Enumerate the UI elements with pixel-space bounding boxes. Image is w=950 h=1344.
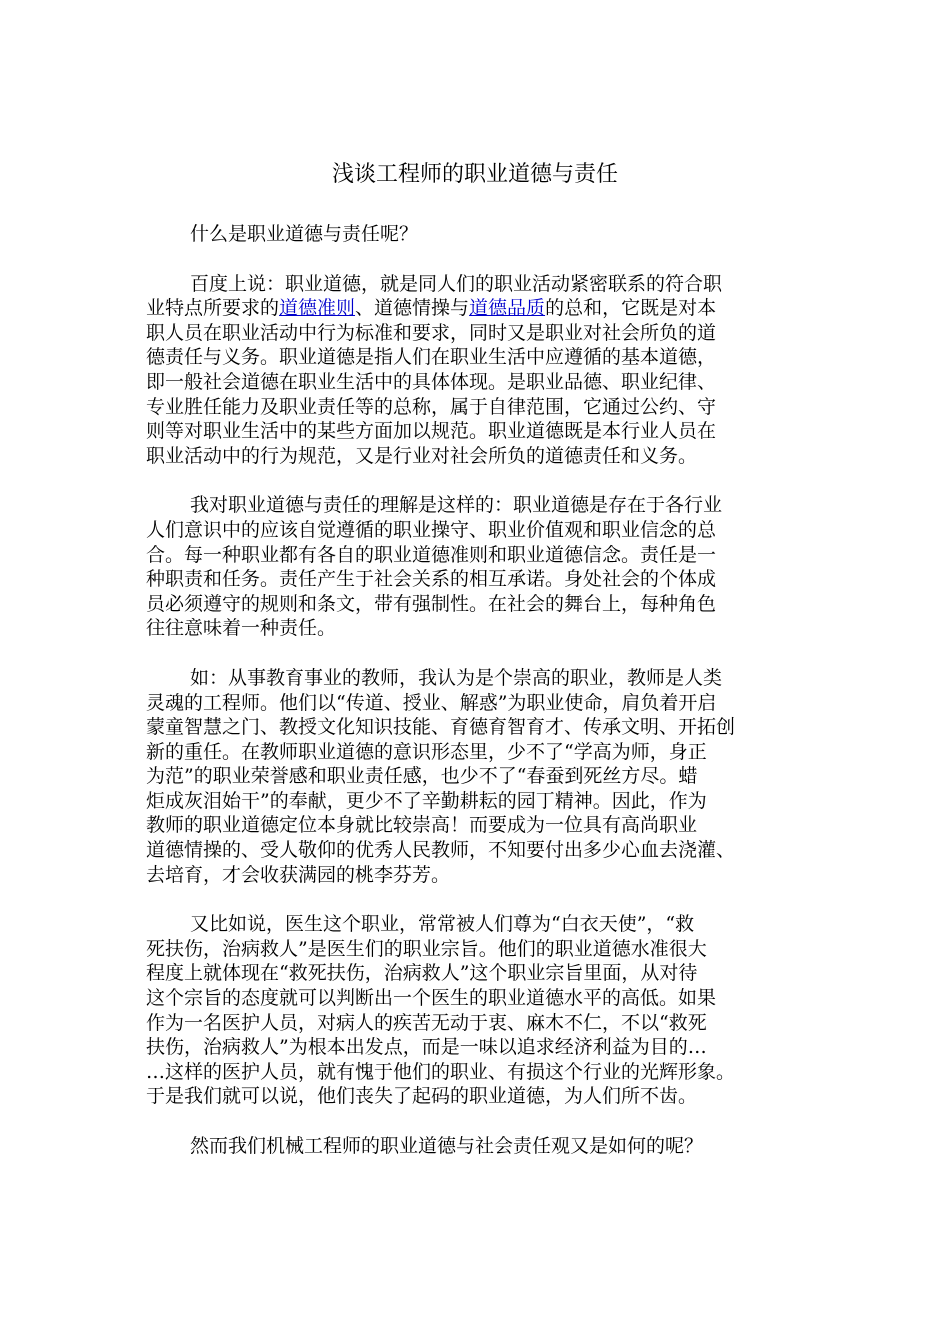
text-run: 新的重任。在教师职业道德的意识形态里，少不了“学高为师，身正 — [146, 740, 707, 763]
hyperlink[interactable]: 道德品质 — [469, 297, 546, 320]
text-line — [146, 345, 810, 370]
text-run: 教师的职业道德定位本身就比较崇高！而要成为一位具有高尚职业 — [146, 814, 698, 837]
text-run: 合。每一种职业都有各自的职业道德准则和职业道德信念。责任是一 — [146, 543, 717, 566]
document-body — [146, 222, 810, 1184]
text-run: 我对职业道德与责任的理解是这样的：职业道德是存在于各行业 — [190, 494, 723, 517]
text-run: 的总和，它既是对本 — [545, 297, 717, 320]
hyperlink[interactable]: 道德准则 — [279, 297, 356, 320]
paragraph — [146, 1134, 810, 1159]
text-line — [146, 986, 810, 1011]
paragraph — [146, 666, 810, 887]
text-line — [146, 321, 810, 346]
text-line — [146, 961, 810, 986]
text-run: 死扶伤，治病救人”是医生们的职业宗旨。他们的职业道德水准很大 — [146, 937, 707, 960]
text-line — [146, 296, 810, 321]
text-run: 、道德情操与 — [355, 297, 470, 320]
text-line — [146, 592, 810, 617]
document-title: 浅谈工程师的职业道德与责任 — [331, 162, 618, 187]
text-line — [146, 789, 810, 814]
text-run: 种职责和任务。责任产生于社会关系的相互承诺。身处社会的个体成 — [146, 568, 717, 591]
text-run: 往往意味着一种责任。 — [146, 617, 337, 640]
text-run: 什么是职业道德与责任呢？ — [190, 223, 419, 245]
text-line — [146, 764, 810, 789]
paragraph — [146, 493, 810, 641]
text-line — [146, 419, 810, 444]
text-line — [146, 518, 810, 543]
text-run: 这个宗旨的态度就可以判断出一个医生的职业道德水平的高低。如果 — [146, 987, 717, 1010]
text-line — [146, 666, 810, 691]
text-run: …这样的医护人员，就有愧于他们的职业、有损这个行业的光辉形象。 — [146, 1060, 736, 1083]
text-line — [146, 543, 810, 568]
text-line — [146, 912, 810, 937]
text-run: 去培育，才会收获满园的桃李芬芳。 — [146, 863, 451, 886]
text-run: 于是我们就可以说，他们丧失了起码的职业道德，为人们所不齿。 — [146, 1085, 698, 1108]
text-run: 职人员在职业活动中行为标准和要求，同时又是职业对社会所负的道 — [146, 321, 717, 344]
text-line — [146, 222, 810, 247]
text-run: 专业胜任能力及职业责任等的总称，属于自律范围，它通过公约、守 — [146, 395, 717, 418]
text-line — [146, 1035, 810, 1060]
paragraph — [146, 272, 810, 469]
paragraph — [146, 222, 810, 247]
text-line — [146, 1084, 810, 1109]
text-run: 则等对职业生活中的某些方面加以规范。职业道德既是本行业人员在 — [146, 420, 717, 443]
text-run: 又比如说，医生这个职业，常常被人们尊为“白衣天使”，“救 — [190, 913, 695, 936]
text-line — [146, 616, 810, 641]
text-run: 炬成灰泪始干”的奉献，更少不了辛勤耕耘的园丁精神。因此，作为 — [146, 789, 707, 812]
paragraph — [146, 912, 810, 1109]
text-run: 员必须遵守的规则和条文，带有强制性。在社会的舞台上，每种角色 — [146, 592, 717, 615]
text-line — [146, 813, 810, 838]
text-run: 人们意识中的应该自觉遵循的职业操守、职业价值观和职业信念的总 — [146, 518, 717, 541]
text-line — [146, 937, 810, 962]
text-line — [146, 567, 810, 592]
text-line — [146, 691, 810, 716]
text-line — [146, 272, 810, 297]
text-line — [146, 493, 810, 518]
text-run: 职业活动中的行为规范，又是行业对社会所负的道德责任和义务。 — [146, 444, 698, 467]
text-line — [146, 395, 810, 420]
text-run: 蒙童智慧之门、教授文化知识技能、育德育智育才、传承文明、开拓创 — [146, 716, 736, 739]
text-run: 然而我们机械工程师的职业道德与社会责任观又是如何的呢？ — [190, 1135, 704, 1157]
text-run: 道德情操的、受人敬仰的优秀人民教师，不知要付出多少心血去浇灌、 — [146, 839, 736, 862]
text-line — [146, 715, 810, 740]
text-run: 扶伤，治病救人”为根本出发点，而是一味以追求经济利益为目的… — [146, 1036, 707, 1059]
text-run: 百度上说：职业道德，就是同人们的职业活动紧密联系的符合职 — [190, 272, 723, 295]
text-line — [146, 1011, 810, 1036]
text-line — [146, 863, 810, 888]
text-line — [146, 370, 810, 395]
text-run: 业特点所要求的 — [146, 297, 280, 320]
text-line — [146, 444, 810, 469]
text-run: 为范”的职业荣誉感和职业责任感，也少不了“春蚕到死丝方尽。蜡 — [146, 765, 698, 788]
text-run: 德责任与义务。职业道德是指人们在职业生活中应遵循的基本道德， — [146, 346, 717, 369]
text-run: 即一般社会道德在职业生活中的具体体现。是职业品德、职业纪律、 — [146, 370, 717, 393]
text-line — [146, 838, 810, 863]
text-run: 如：从事教育事业的教师，我认为是个崇高的职业，教师是人类 — [190, 666, 723, 689]
text-run: 程度上就体现在“救死扶伤，治病救人”这个职业宗旨里面，从对待 — [146, 962, 698, 985]
text-run: 作为一名医护人员，对病人的疾苦无动于衷、麻木不仁，不以“救死 — [146, 1011, 707, 1034]
text-line — [146, 740, 810, 765]
text-line — [146, 1134, 810, 1159]
text-run: 灵魂的工程师。他们以“传道、授业、解惑”为职业使命，肩负着开启 — [146, 691, 717, 714]
text-line — [146, 1060, 810, 1085]
